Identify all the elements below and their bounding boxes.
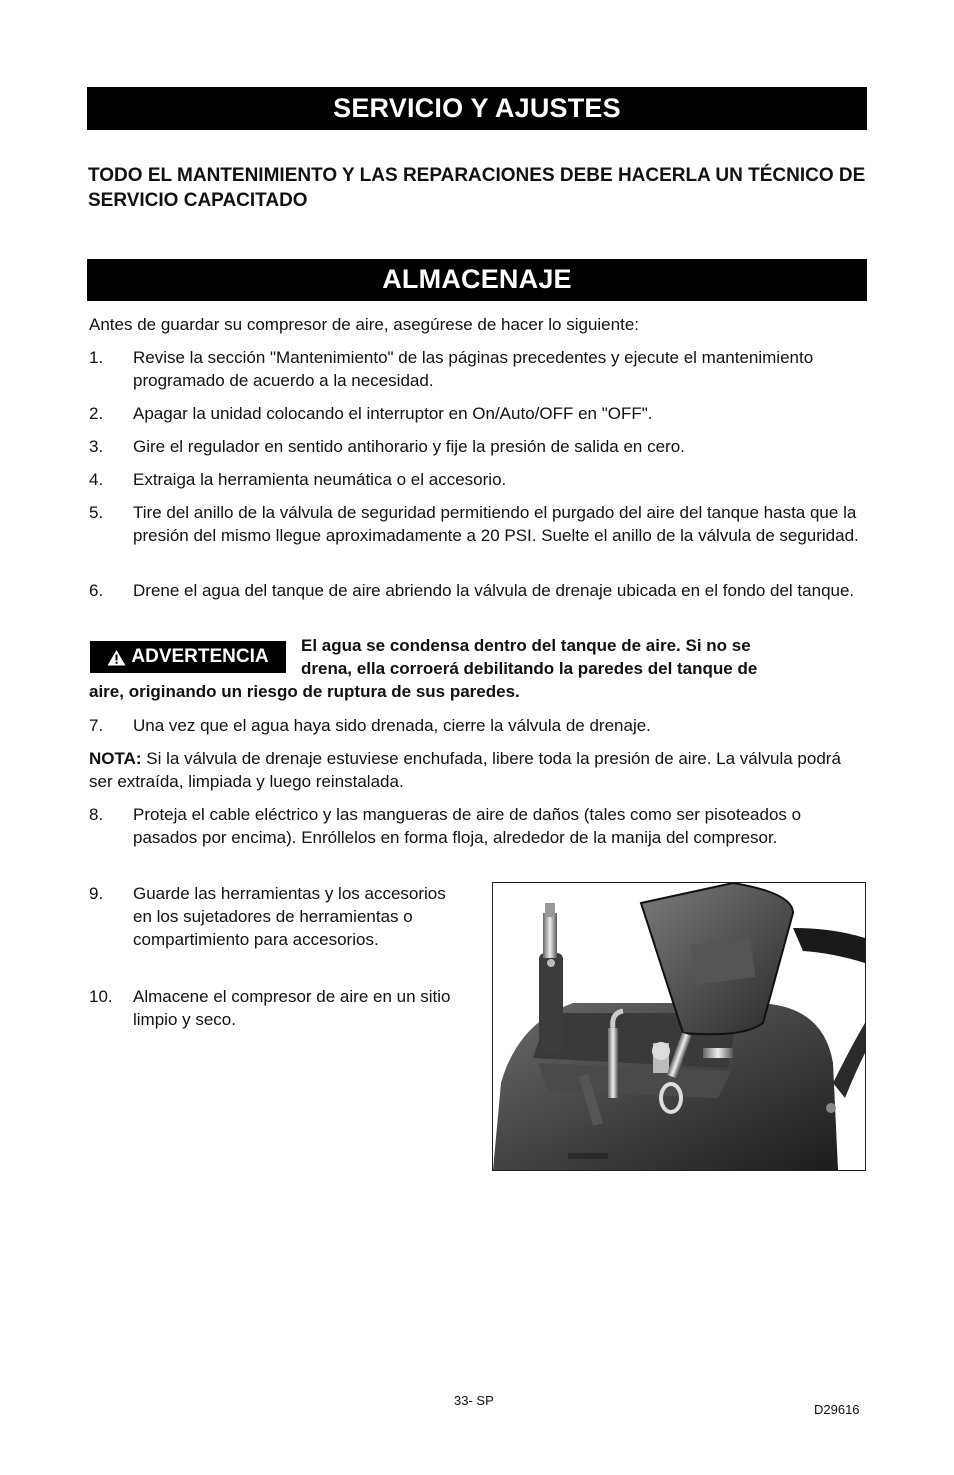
note-paragraph (89, 747, 869, 793)
storage-lead: Antes de guardar su compresor de aire, asegúrese de hacer lo siguiente: (89, 315, 639, 334)
list-item (89, 435, 869, 458)
list-number: 2. (89, 404, 104, 423)
section-title-service: SERVICIO Y AJUSTES (87, 87, 867, 130)
list-text: Una vez que el agua haya sido drenada, cierre la válvula de drenaje. (133, 716, 651, 735)
list-number: 10. (89, 987, 113, 1006)
warning-text (89, 634, 849, 703)
intro-heading: TODO EL MANTENIMIENTO Y LAS REPARACIONES DEBE HACERLA UN TÉCNICO DE SERVICIO CAPACITADO (88, 165, 866, 211)
list-text: Revise la sección "Mantenimiento" de las páginas precedentes y ejecute el mantenimiento programado de acuerdo a la necesidad. (133, 348, 814, 390)
list-text: Tire del anillo de la válvula de seguridad permitiendo el purgado del aire del tanque hasta que la presión del mismo llegue aproximadamente a 20 PSI. Suelte el anillo de la válvula de seguridad. (133, 503, 859, 545)
list-number: 6. (89, 581, 104, 600)
list-text: Guarde las herramientas y los accesorios en los sujetadores de herramientas o compartimiento para accesorios. (133, 884, 446, 949)
list-text: Apagar la unidad colocando el interruptor en On/Auto/OFF en "OFF". (133, 404, 653, 423)
list-item (89, 985, 469, 1031)
list-item (89, 882, 469, 951)
list-item (89, 346, 869, 392)
list-item (89, 803, 869, 849)
list-number: 5. (89, 503, 104, 522)
note-text: Si la válvula de drenaje estuviese enchufada, libere toda la presión de aire. La válvula podrá ser extraída, limpiada y luego reinstalada. (89, 749, 841, 791)
list-number: 8. (89, 805, 104, 824)
list-item (89, 501, 869, 547)
list-item (89, 402, 869, 425)
warning-line: aire, originando un riesgo de ruptura de sus paredes. (89, 682, 520, 701)
list-text: Extraiga la herramienta neumática o el accesorio. (133, 470, 507, 489)
compressor-accessory-photo (492, 882, 866, 1171)
list-text: Almacene el compresor de aire en un sitio limpio y seco. (133, 987, 451, 1029)
page-number: 33- SP (454, 1393, 494, 1408)
warning-line: El agua se condensa dentro del tanque de aire. Si no se (301, 636, 751, 655)
document-code: D29616 (814, 1402, 860, 1417)
list-number: 7. (89, 716, 104, 735)
warning-badge-label: ADVERTENCIA (131, 646, 269, 667)
list-number: 3. (89, 437, 104, 456)
list-number: 4. (89, 470, 104, 489)
section-title-storage: ALMACENAJE (87, 259, 867, 301)
list-text: Proteja el cable eléctrico y las mangueras de aire de daños (tales como ser pisoteados o pasados por encima). Enróllelos en forma floja, alrededor de la manija del compresor. (133, 805, 802, 847)
note-label: NOTA: (89, 749, 142, 768)
list-text: Gire el regulador en sentido antihorario y fije la presión de salida en cero. (133, 437, 685, 456)
warning-line: drena, ella corroerá debilitando la paredes del tanque de (301, 659, 758, 678)
list-text: Drene el agua del tanque de aire abriendo la válvula de drenaje ubicada en el fondo del tanque. (133, 581, 855, 600)
list-item (89, 714, 869, 737)
list-item (89, 579, 869, 602)
list-number: 9. (89, 884, 104, 903)
list-number: 1. (89, 348, 104, 367)
list-item (89, 468, 869, 491)
